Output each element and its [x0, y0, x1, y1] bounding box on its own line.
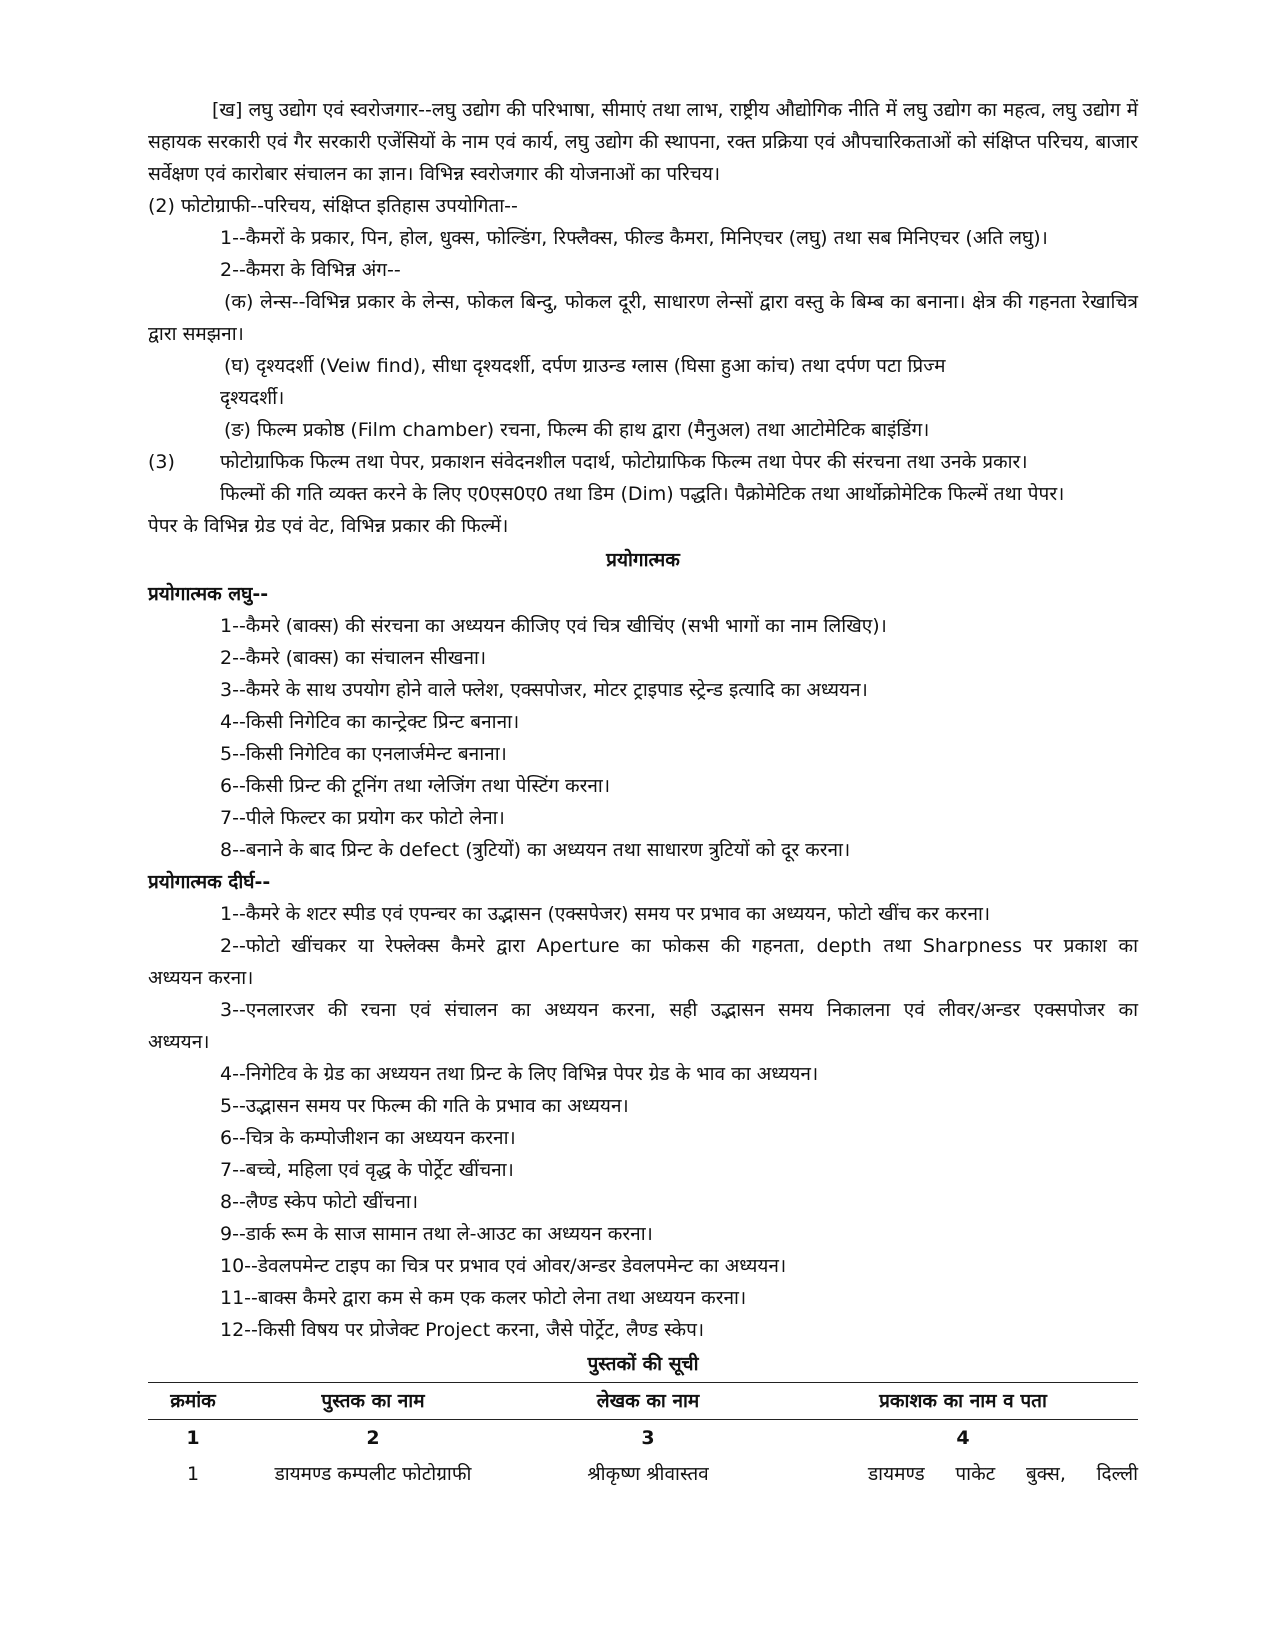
book-author: श्रीकृष्ण श्रीवास्तव — [587, 1463, 709, 1485]
section-kh-paragraph: [ख] लघु उद्योग एवं स्वरोजगार--लघु उद्योग की परिभाषा, सीमाएं तथा लाभ, राष्ट्रीय औद्योगिक नीति में लघु उद्योग का महत्व, लघु उद्योग में सहायक सरकारी एवं गैर सरकारी एजेंसियों के नाम एवं कार्य, लघु उद्योग की स्थापना, रक्त प्रक्रिया एवं औपचारिकताओं को संक्षिप्त परिचय, बाजार सर्वेक्षण एवं कारोबार संचालन का ज्ञान। विभिन्न स्वरोजगार की योजनाओं का परिचय। — [148, 99, 1138, 185]
col-number: 4 — [956, 1427, 970, 1449]
book-serial: 1 — [186, 1463, 200, 1485]
photography-heading: (2) फोटोग्राफी--परिचय, संक्षिप्त इतिहास उपयोगिता-- — [148, 195, 518, 217]
film-line-1: फोटोग्राफिक फिल्म तथा पेपर, प्रकाशन संवेदनशील पदार्थ, फोटोग्राफिक फिल्म तथा पेपर की संरचना तथा उनके प्रकार। — [220, 451, 1028, 473]
practical-short-item: 1--कैमरे (बाक्स) की संरचना का अध्ययन कीजिए एवं चित्र खीचिंए (सभी भागों का नाम लिखिए)। — [220, 615, 887, 637]
viewfinder-subitem-cont: दृश्यदर्शी। — [220, 387, 285, 409]
film-chamber-subitem: (ङ) फिल्म प्रकोष्ठ (Film chamber) रचना, फिल्म की हाथ द्वारा (मैनुअल) तथा आटोमेटिक बाइंडिंग। — [224, 419, 930, 441]
book-list-table — [148, 1382, 1138, 1492]
publisher-part: डायमण्ड — [868, 1463, 925, 1485]
book-table-header-row — [148, 1383, 1138, 1420]
practical-long-item: 3--एनलारजर की रचना एवं संचालन का अध्ययन करना, सही उद्भासन समय निकालना एवं लीवर/अन्डर एक्सपोजर का — [220, 999, 1138, 1021]
practical-long-item: 11--बाक्स कैमरे द्वारा कम से कम एक कलर फोटो लेना तथा अध्ययन करना। — [220, 1287, 747, 1309]
practical-long-item: 9--डार्क रूम के साज सामान तथा ले-आउट का अध्ययन करना। — [220, 1223, 653, 1245]
book-list-title: पुस्तकों की सूची — [587, 1353, 699, 1375]
practical-short-item: 5--किसी निगेटिव का एनलार्जमेन्ट बनाना। — [220, 743, 507, 765]
col-number: 3 — [641, 1427, 655, 1449]
practical-long-item: 8--लैण्ड स्केप फोटो खींचना। — [220, 1191, 419, 1213]
practical-long-item: 7--बच्चे, महिला एवं वृद्ध के पोर्ट्रेट खींचना। — [220, 1159, 514, 1181]
publisher-part: बुक्स, — [1025, 1463, 1066, 1485]
header-author-name: लेखक का नाम — [508, 1383, 788, 1420]
practical-long-item: 2--फोटो खींचकर या रेफ्लेक्स कैमरे द्वारा Aperture का फोकस की गहनता, depth तथा Sharpness पर प्रकाश का — [220, 935, 1138, 957]
practical-short-item: 2--कैमरे (बाक्स) का संचालन सीखना। — [220, 647, 487, 669]
header-publisher: प्रकाशक का नाम व पता — [788, 1383, 1138, 1420]
practical-long-item-cont: अध्ययन। — [148, 1031, 210, 1053]
document-page — [148, 94, 1138, 1492]
col-number: 1 — [186, 1427, 200, 1449]
film-line-2: फिल्मों की गति व्यक्त करने के लिए ए0एस0ए0 तथा डिम (Dim) पद्धति। पैक्रोमेटिक तथा आर्थोक्रोमेटिक फिल्में तथा पेपर। — [220, 483, 1065, 505]
photography-item-1: 1--कैमरों के प्रकार, पिन, होल, धुक्स, फोल्डिंग, रिफ्लैक्स, फील्ड कैमरा, मिनिएचर (लघु) तथा सब मिनिएचर (अति लघु)। — [220, 227, 1048, 249]
practical-long-item: 10--डेवलपमेन्ट टाइप का चित्र पर प्रभाव एवं ओवर/अन्डर डेवलपमेन्ट का अध्ययन। — [220, 1255, 787, 1277]
practical-short-item: 8--बनाने के बाद प्रिन्ट के defect (त्रुटियों) का अध्ययन तथा साधारण त्रुटियों को दूर करना। — [220, 839, 851, 861]
book-table-number-row — [148, 1420, 1138, 1457]
practical-short-item: 3--कैमरे के साथ उपयोग होने वाले फ्लेश, एक्सपोजर, मोटर ट्राइपाड स्ट्रेन्ड इत्यादि का अध्ययन। — [220, 679, 868, 701]
practical-long-item: 5--उद्भासन समय पर फिल्म की गति के प्रभाव का अध्ययन। — [220, 1095, 629, 1117]
practical-title: प्रयोगात्मक — [606, 549, 680, 571]
film-line-3: पेपर के विभिन्न ग्रेड एवं वेट, विभिन्न प्रकार की फिल्में। — [148, 515, 509, 537]
header-book-name: पुस्तक का नाम — [238, 1383, 508, 1420]
practical-long-heading: प्रयोगात्मक दीर्घ-- — [148, 871, 271, 893]
publisher-part: पाकेट — [955, 1463, 996, 1485]
practical-long-item: 1--कैमरे के शटर स्पीड एवं एपन्चर का उद्भासन (एक्सपेजर) समय पर प्रभाव का अध्ययन, फोटो खींच कर करना। — [220, 903, 991, 925]
header-serial: क्रमांक — [148, 1383, 238, 1420]
lens-subitem: (क) लेन्स--विभिन्न प्रकार के लेन्स, फोकल बिन्दु, फोकल दूरी, साधारण लेन्सों द्वारा वस्तु के बिम्ब का बनाना। क्षेत्र की गहनता रेखाचित्र द्वारा समझना। — [148, 291, 1138, 345]
practical-long-item: 12--किसी विषय पर प्रोजेक्ट Project करना, जैसे पोर्ट्रेट, लैण्ड स्केप। — [220, 1319, 705, 1341]
practical-long-item: 4--निगेटिव के ग्रेड का अध्ययन तथा प्रिन्ट के लिए विभिन्न पेपर ग्रेड के भाव का अध्ययन। — [220, 1063, 819, 1085]
table-row — [148, 1456, 1138, 1492]
practical-short-heading: प्रयोगात्मक लघु-- — [148, 583, 269, 605]
photography-item-2: 2--कैमरा के विभिन्न अंग-- — [220, 259, 401, 281]
practical-long-item-cont: अध्ययन करना। — [148, 967, 254, 989]
practical-short-item: 6--किसी प्रिन्ट की टूनिंग तथा ग्लेजिंग तथा पेस्टिंग करना। — [220, 775, 611, 797]
practical-short-item: 4--किसी निगेटिव का कान्ट्रेक्ट प्रिन्ट बनाना। — [220, 711, 520, 733]
col-number: 2 — [366, 1427, 380, 1449]
film-section-number: (3) — [148, 451, 175, 473]
film-section — [148, 446, 1138, 478]
practical-short-item: 7--पीले फिल्टर का प्रयोग कर फोटो लेना। — [220, 807, 505, 829]
book-publisher — [788, 1456, 1138, 1492]
publisher-part: दिल्ली — [1096, 1463, 1138, 1485]
book-name: डायमण्ड कम्पलीट फोटोग्राफी — [274, 1463, 472, 1485]
viewfinder-subitem: (घ) दृश्यदर्शी (Veiw find), सीधा दृश्यदर्शी, दर्पण ग्राउन्ड ग्लास (घिसा हुआ कांच) तथा दर्पण पटा प्रिज्म — [224, 355, 946, 377]
practical-long-item: 6--चित्र के कम्पोजीशन का अध्ययन करना। — [220, 1127, 516, 1149]
